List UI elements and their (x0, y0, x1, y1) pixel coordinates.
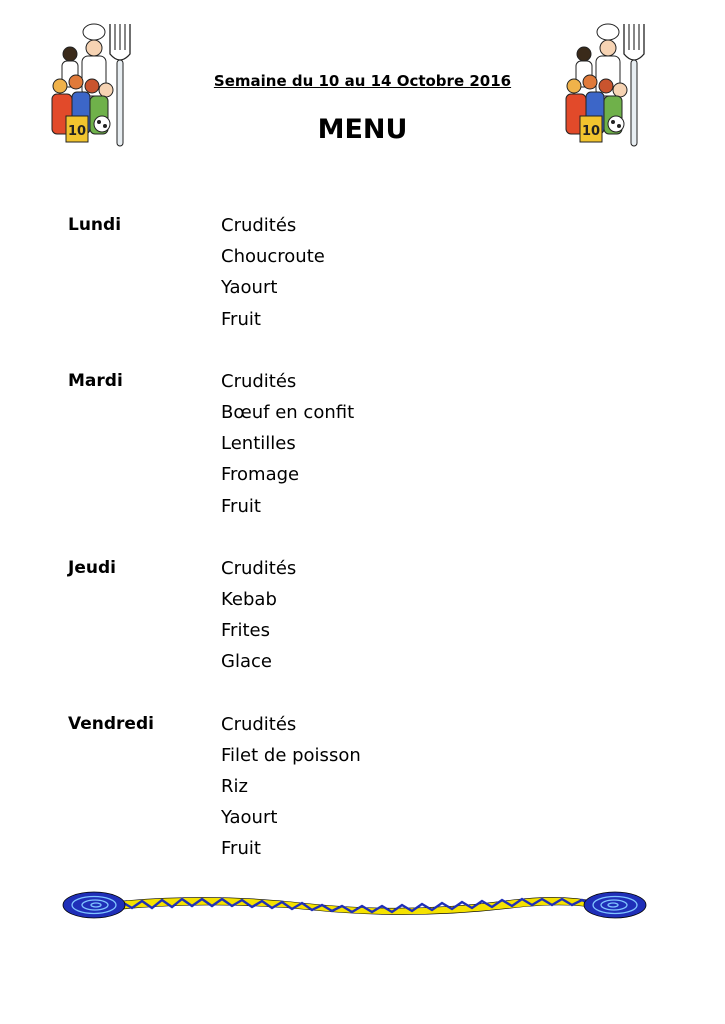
menu-item: Riz (221, 776, 248, 798)
day-vendredi (68, 709, 668, 865)
decorative-divider (62, 888, 648, 922)
menu-item: Fromage (221, 464, 300, 486)
menu-item: Crudités (221, 557, 297, 579)
menu-item: Bœuf en confit (221, 402, 355, 424)
day-name: Jeudi (68, 557, 116, 578)
menu-days (68, 210, 668, 896)
spiral-left-icon (63, 892, 125, 918)
menu-item: Yaourt (221, 277, 278, 299)
menu-item: Glace (221, 651, 272, 673)
day-lundi (68, 210, 668, 335)
day-items (221, 366, 354, 522)
badge-number: 10 (581, 124, 601, 139)
menu-item: Choucroute (221, 246, 325, 268)
day-items (221, 210, 325, 335)
menu-item: Frites (221, 620, 270, 642)
spiral-right-icon (584, 892, 646, 918)
day-name: Vendredi (68, 713, 154, 734)
menu-item: Crudités (221, 713, 297, 735)
menu-item: Crudités (221, 215, 297, 236)
menu-item: Crudités (221, 370, 297, 392)
menu-item: Lentilles (221, 433, 296, 455)
day-jeudi (68, 553, 668, 678)
menu-item: Filet de poisson (221, 744, 361, 766)
day-mardi (68, 366, 668, 522)
day-items (221, 553, 296, 678)
day-name: Mardi (68, 370, 123, 391)
day-name: Lundi (68, 215, 122, 235)
menu-item: Kebab (221, 589, 277, 611)
week-heading: Semaine du 10 au 14 Octobre 2016 (213, 72, 512, 90)
menu-item: Fruit (221, 495, 261, 517)
menu-item: Yaourt (221, 807, 278, 829)
day-items (221, 709, 361, 865)
page-title: MENU (317, 114, 408, 145)
menu-item: Fruit (221, 838, 261, 860)
badge-number: 10 (67, 124, 87, 139)
menu-item: Fruit (221, 308, 261, 330)
